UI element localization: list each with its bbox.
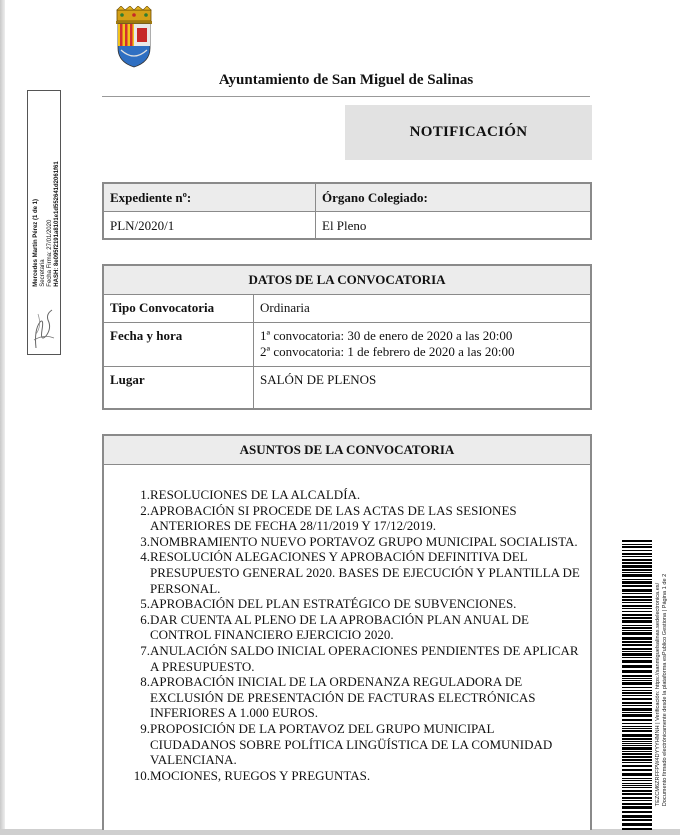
barcode-bar [622, 785, 652, 786]
expediente-value-row [104, 212, 590, 239]
agenda-item-number: 5. [140, 596, 150, 612]
barcode-bar [622, 665, 652, 668]
barcode-bar [622, 627, 652, 629]
agenda-item [104, 643, 590, 674]
barcode-bar [622, 657, 652, 658]
barcode-bar [622, 602, 652, 603]
barcode-bar [622, 682, 652, 685]
barcode-bar [622, 797, 652, 799]
barcode-bar [622, 670, 652, 673]
organo-label: Órgano Colegiado: [322, 190, 428, 205]
barcode-bar [622, 565, 652, 568]
barcode-bar [622, 644, 652, 646]
coat-of-arms-logo [113, 6, 155, 68]
barcode-bar [622, 738, 652, 740]
barcode-bar [622, 753, 652, 755]
barcode-bar [622, 743, 652, 744]
agenda-item-number: 10. [133, 767, 150, 783]
agenda-item [104, 721, 590, 768]
barcode-bar [622, 783, 652, 784]
barcode-bar [622, 585, 652, 587]
signature-date: Fecha Firma: 27/01/2020 [47, 219, 53, 287]
barcode-bar [622, 546, 652, 548]
agenda-item-number: 4. [140, 549, 150, 565]
barcode-bar [622, 632, 652, 635]
agenda-item [104, 612, 590, 643]
agenda-item [104, 768, 590, 784]
convocatoria-data-table [102, 264, 592, 410]
agenda-table [102, 434, 592, 830]
barcode-bar [622, 687, 652, 688]
barcode-bar [622, 562, 652, 564]
expediente-header-row [104, 184, 590, 212]
barcode-bar [622, 695, 652, 696]
barcode-bar [622, 741, 652, 742]
barcode-bar [622, 734, 652, 737]
barcode-bar [622, 698, 652, 700]
agenda-item-text: MOCIONES, RUEGOS Y PREGUNTAS. [150, 767, 371, 783]
agenda-item-text: DAR CUENTA AL PLENO DE LA APROBACIÓN PLAN ANUAL DE CONTROL FINANCIERO EJERCICIO 2020. [150, 611, 529, 643]
barcode-bar [622, 773, 652, 776]
agenda-item-text: APROBACIÓN SI PROCEDE DE LAS ACTAS DE LAS SESIONES ANTERIORES DE FECHA 28/11/2019 Y 17/12/2019. [150, 502, 517, 534]
data-row-lugar [104, 367, 590, 409]
barcode-bar [622, 680, 652, 681]
tipo-label: Tipo Convocatoria [104, 295, 254, 322]
agenda-item-number: 2. [140, 502, 150, 518]
barcode-bar [622, 759, 652, 761]
barcode-bar [622, 819, 652, 821]
expediente-label: Expediente nº: [104, 184, 316, 211]
barcode-bar [622, 769, 652, 771]
barcode-bar [622, 705, 652, 706]
barcode-bar [622, 651, 652, 652]
header-divider [102, 96, 590, 97]
agenda-item-number: 3. [140, 533, 150, 549]
barcode-bar [622, 653, 652, 656]
agenda-item-text: RESOLUCIONES DE LA ALCALDÍA. [150, 487, 361, 502]
barcode-bar [622, 800, 652, 801]
barcode-bar [622, 806, 652, 809]
agenda-item-text: RESOLUCIÓN ALEGACIONES Y APROBACIÓN DEFINITIVA DEL PRESUPUESTO GENERAL 2020. BASES DE EJECUCIÓN Y PLANTILLA DE PERSONAL. [150, 549, 580, 596]
fecha-value [254, 323, 590, 366]
barcode-bar [622, 648, 652, 650]
barcode-bar [622, 574, 652, 577]
signer-name: Mercedes Martín Pérez (1 de 1) [33, 199, 39, 287]
barcode-bar [622, 614, 652, 616]
agenda-item [104, 487, 590, 503]
verification-text [655, 574, 669, 807]
barcode-bar [622, 728, 652, 729]
barcode-bar [622, 544, 652, 545]
barcode-bar [622, 675, 652, 677]
barcode-bar [622, 702, 652, 704]
barcode-bar [622, 712, 652, 713]
barcode-bar [622, 780, 652, 781]
barcode-bar [622, 823, 652, 826]
verification-line: TEZCM6ZRFFPW4DYYYHMNH | Verificación: https://sanmiguelsalinas.sedelectronica.es/ [655, 582, 661, 807]
convocatoria-data-title: DATOS DE LA CONVOCATORIA [104, 266, 590, 295]
barcode-bar [622, 787, 652, 788]
barcode-bar [622, 559, 652, 561]
lugar-label: Lugar [104, 367, 254, 409]
barcode-bar [622, 660, 652, 663]
fecha-primera-convocatoria: 1ª convocatoria: 30 de enero de 2020 a las 20:00 [260, 328, 513, 343]
barcode-bar [622, 745, 652, 746]
page-edge [0, 0, 5, 835]
barcode-bar [622, 553, 652, 555]
signature-hash: HASH: 8e095f2191a8101e1d552641d2061f61 [54, 161, 60, 287]
data-row-tipo [104, 295, 590, 323]
agenda-item [104, 503, 590, 534]
barcode-bar [622, 751, 652, 752]
agenda-title: ASUNTOS DE LA CONVOCATORIA [104, 436, 590, 465]
agenda-item [104, 674, 590, 721]
barcode-bar [622, 723, 652, 724]
agenda-item-text: ANULACIÓN SALDO INICIAL OPERACIONES PENDIENTES DE APLICAR A PRESUPUESTO. [150, 642, 579, 674]
barcode-bar [622, 625, 652, 626]
barcode-bar [622, 719, 652, 721]
organo-value: El Pleno [322, 218, 367, 233]
barcode-bar [622, 726, 652, 727]
barcode-bar [622, 756, 652, 758]
barcode-bar [622, 811, 652, 813]
barcode-bar [622, 803, 652, 805]
barcode-bar [622, 790, 652, 792]
fecha-label: Fecha y hora [104, 323, 254, 366]
barcode-bar [622, 690, 652, 691]
agenda-item-number: 1. [140, 487, 150, 502]
barcode-bar [622, 572, 652, 573]
agenda-item [104, 534, 590, 550]
barcode-bar [622, 605, 652, 607]
barcode-bar [622, 714, 652, 717]
barcode-bar [622, 608, 652, 609]
barcode-bar [622, 593, 652, 594]
data-row-fecha [104, 323, 590, 367]
barcode-bar [622, 747, 652, 750]
agenda-list [104, 487, 590, 783]
barcode-bar [622, 778, 652, 779]
signature-stamp-text [33, 161, 61, 286]
tipo-value: Ordinaria [260, 300, 310, 315]
agenda-item-text: APROBACIÓN INICIAL DE LA ORDENANZA REGULADORA DE EXCLUSIÓN DE PRESENTACIÓN DE FACTURAS ELECTRÓNICAS INFERIORES A 1.000 EUROS. [150, 674, 536, 721]
agenda-item [104, 596, 590, 612]
notification-title-box [345, 105, 592, 160]
barcode-bar [622, 569, 652, 571]
barcode-bar [622, 599, 652, 601]
barcode-bar [622, 589, 652, 592]
barcode-bar [622, 550, 652, 551]
barcode-bar [622, 579, 652, 580]
agenda-item-text: APROBACIÓN DEL PLAN ESTRATÉGICO DE SUBVENCIONES. [150, 596, 517, 612]
barcode-bar [622, 611, 652, 612]
verification-line: Documento firmado electrónicamente desde la plataforma esPublico Gestiona | Página 1 de 2 [662, 573, 668, 807]
agenda-item-text: NOMBRAMIENTO NUEVO PORTAVOZ GRUPO MUNICIPAL SOCIALISTA. [150, 533, 578, 549]
barcode-bar [622, 793, 652, 795]
agenda-item [104, 549, 590, 596]
barcode-bar [622, 630, 652, 631]
barcode-bar [622, 678, 652, 679]
barcode-bar [622, 815, 652, 818]
agenda-item-number: 9. [140, 720, 150, 736]
agenda-item-number: 8. [140, 674, 150, 690]
barcode-bar [622, 828, 652, 830]
lugar-value: SALÓN DE PLENOS [260, 372, 377, 387]
document-type-title: NOTIFICACIÓN [409, 124, 528, 140]
barcode-bar [622, 730, 652, 732]
organization-name: Ayuntamiento de San Miguel de Salinas [218, 72, 474, 88]
barcode-bar [622, 540, 652, 542]
fecha-segunda-convocatoria: 2ª convocatoria: 1 de febrero de 2020 a las 20:00 [260, 344, 515, 359]
barcode-bar [622, 596, 652, 598]
barcode-bar [622, 762, 652, 763]
barcode-bar [622, 708, 652, 711]
barcode-bar [622, 637, 652, 640]
expediente-table [102, 182, 592, 240]
signer-role: Secretaria [40, 259, 46, 287]
agenda-item-text: PROPOSICIÓN DE LA PORTAVOZ DEL GRUPO MUNICIPAL CIUDADANOS SOBRE POLÍTICA LINGÜÍSTICA DE LA COMUNIDAD VALENCIANA. [150, 720, 553, 768]
barcode-bar [622, 620, 652, 623]
agenda-item-number: 6. [140, 611, 150, 627]
expediente-value: PLN/2020/1 [104, 212, 316, 239]
barcode-bar [622, 581, 652, 584]
agenda-item-number: 7. [140, 642, 150, 658]
barcode-bar [622, 617, 652, 619]
barcode-bar [622, 692, 652, 694]
barcode-bar [622, 556, 652, 557]
barcode-bar [622, 765, 652, 767]
barcode-bar [622, 641, 652, 643]
handwritten-signature [30, 300, 58, 354]
